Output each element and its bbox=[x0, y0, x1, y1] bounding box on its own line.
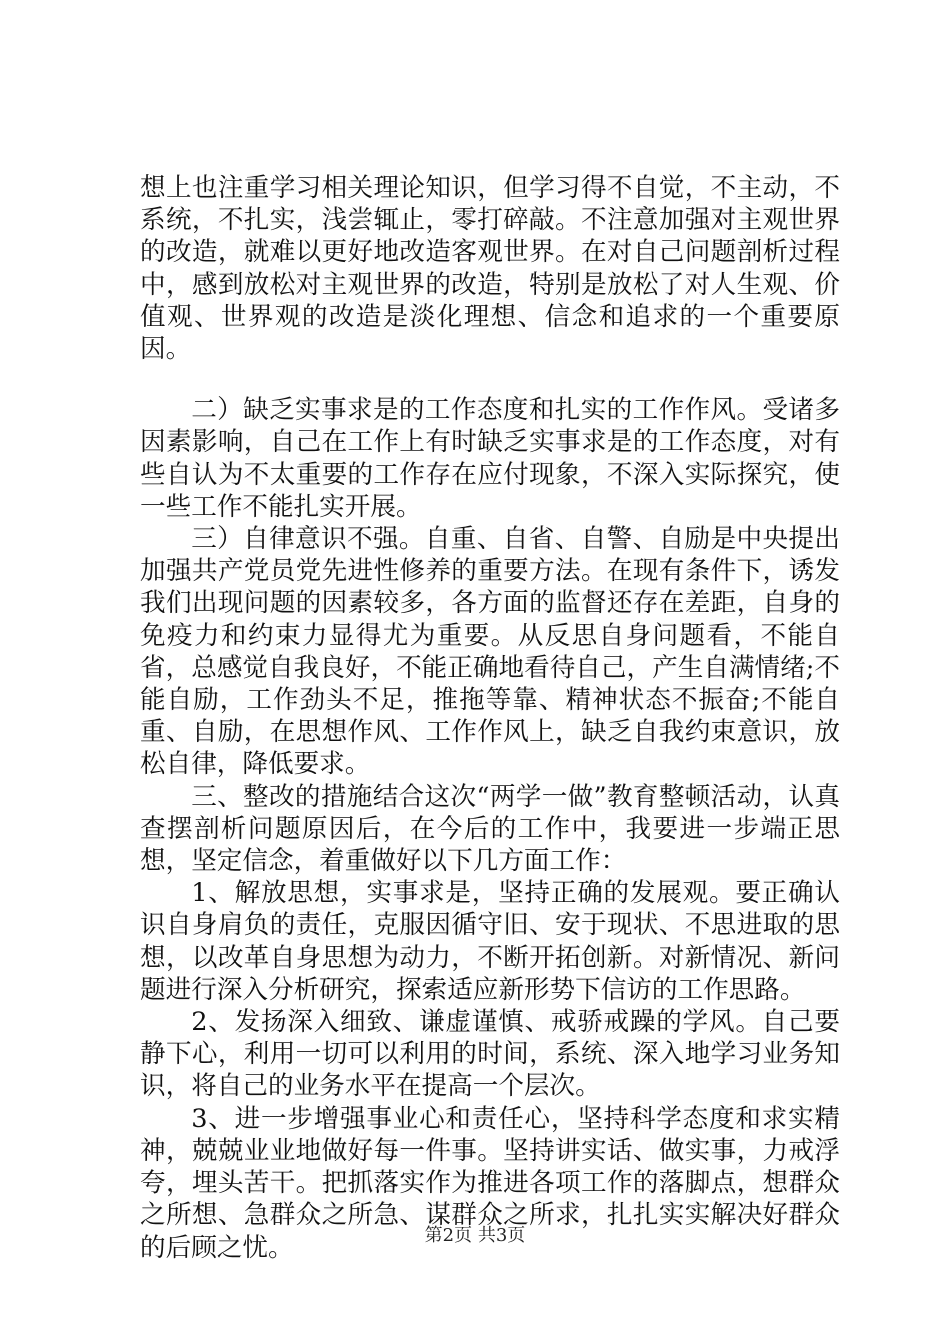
paragraph-gap bbox=[140, 365, 840, 394]
page-number-footer: 第2页 共3页 bbox=[424, 1225, 526, 1246]
paragraph-measures-heading: 三、整改的措施结合这次“两学一做”教育整顿活动，认真查摆剖析问题原因后，在今后的工作中，我要进一步端正思想，坚定信念，着重做好以下几方面工作： bbox=[140, 781, 840, 877]
paragraph-measure-3: 3、进一步增强事业心和责任心，坚持科学态度和求实精神，兢兢业业地做好每一件事。坚持讲实话、做实事，力戒浮夸，埋头苦干。把抓落实作为推进各项工作的落脚点，想群众之所想、急群众之所急、谋群众之所求，扎扎实实解决好群众的后顾之忧。 bbox=[140, 1103, 840, 1263]
paragraph-section-2: 二）缺乏实事求是的工作态度和扎实的工作作风。受诸多因素影响，自己在工作上有时缺乏实事求是的工作态度，对有些自认为不太重要的工作存在应付现象，不深入实际探究，使一些工作不能扎实开展。 bbox=[140, 395, 840, 522]
document-body bbox=[140, 172, 840, 1264]
paragraph-section-3: 三）自律意识不强。自重、自省、自警、自励是中央提出加强共产党员党先进性修养的重要方法。在现有条件下，诱发我们出现问题的因素较多，各方面的监督还存在差距，自身的免疫力和约束力显得尤为重要。从反思自身问题看，不能自省，总感觉自我良好，不能正确地看待自己，产生自满情绪;不能自励，工作劲头不足，推拖等靠、精神状态不振奋;不能自重、自励，在思想作风、工作作风上，缺乏自我约束意识，放松自律，降低要求。 bbox=[140, 524, 840, 780]
paragraph-measure-1: 1、解放思想，实事求是，坚持正确的发展观。要正确认识自身肩负的责任，克服因循守旧、安于现状、不思进取的思想，以改革自身思想为动力，不断开拓创新。对新情况、新问题进行深入分析研究，探索适应新形势下信访的工作思路。 bbox=[140, 878, 840, 1005]
paragraph-measure-2: 2、发扬深入细致、谦虚谨慎、戒骄戒躁的学风。自己要静下心，利用一切可以利用的时间，系统、深入地学习业务知识，将自己的业务水平在提高一个层次。 bbox=[140, 1007, 840, 1102]
paragraph-continued: 想上也注重学习相关理论知识，但学习得不自觉，不主动，不系统，不扎实，浅尝辄止，零打碎敲。不注意加强对主观世界的改造，就难以更好地改造客观世界。在对自己问题剖析过程中，感到放松对主观世界的改造，特别是放松了对人生观、价值观、世界观的改造是淡化理想、信念和追求的一个重要原因。 bbox=[140, 173, 840, 365]
